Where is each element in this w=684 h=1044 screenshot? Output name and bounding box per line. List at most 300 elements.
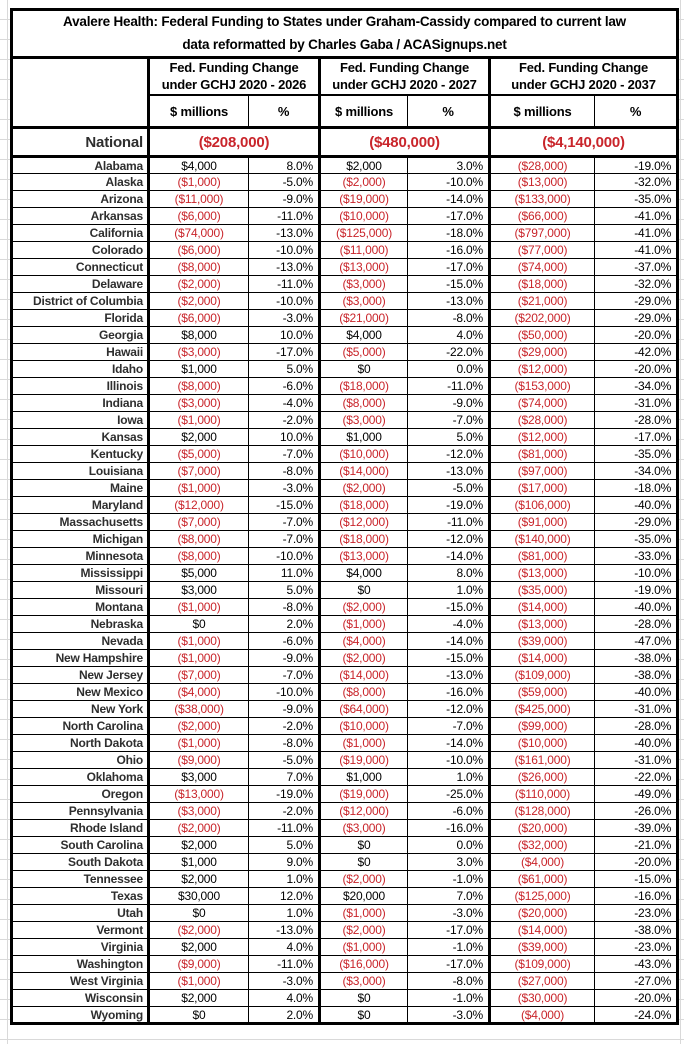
value-2027-pct: -22.0% (408, 344, 490, 361)
value-2037-pct: -35.0% (595, 191, 678, 208)
table-row (12, 650, 678, 667)
table-row (12, 548, 678, 565)
value-2027-millions: $0 (320, 1007, 408, 1024)
value-2037-millions: ($61,000) (490, 871, 595, 888)
value-2026-pct: 4.0% (249, 990, 320, 1007)
value-2026-millions: $3,000 (149, 769, 249, 786)
value-2027-pct: -13.0% (408, 293, 490, 310)
state-name: Wisconsin (12, 990, 149, 1007)
value-2026-pct: -9.0% (249, 191, 320, 208)
state-name: Wyoming (12, 1007, 149, 1024)
value-2037-millions: ($30,000) (490, 990, 595, 1007)
table-title-row (12, 10, 678, 58)
state-name: Alaska (12, 174, 149, 191)
value-2026-millions: $2,000 (149, 990, 249, 1007)
value-2027-pct: -5.0% (408, 480, 490, 497)
table-row (12, 684, 678, 701)
state-name: Louisiana (12, 463, 149, 480)
value-2037-pct: -22.0% (595, 769, 678, 786)
value-2027-millions: ($14,000) (320, 463, 408, 480)
state-name: Hawaii (12, 344, 149, 361)
value-2026-millions: ($6,000) (149, 208, 249, 225)
value-2027-millions: ($2,000) (320, 599, 408, 616)
value-2037-pct: -39.0% (595, 820, 678, 837)
table-row (12, 531, 678, 548)
table-row (12, 837, 678, 854)
value-2027-pct: -4.0% (408, 616, 490, 633)
value-2037-millions: ($27,000) (490, 973, 595, 990)
value-2027-millions: $1,000 (320, 429, 408, 446)
table-row (12, 565, 678, 582)
value-2026-pct: -15.0% (249, 497, 320, 514)
value-2026-pct: 1.0% (249, 871, 320, 888)
table-row (12, 259, 678, 276)
value-2027-pct: -13.0% (408, 667, 490, 684)
value-2037-pct: -40.0% (595, 684, 678, 701)
national-value-2037: ($4,140,000) (490, 128, 678, 157)
value-2037-millions: ($140,000) (490, 531, 595, 548)
value-2037-millions: ($81,000) (490, 548, 595, 565)
value-2027-millions: $0 (320, 990, 408, 1007)
value-2037-millions: ($13,000) (490, 565, 595, 582)
value-2027-millions: ($14,000) (320, 667, 408, 684)
table-row (12, 820, 678, 837)
value-2027-millions: ($2,000) (320, 922, 408, 939)
value-2037-pct: -21.0% (595, 837, 678, 854)
value-2027-pct: -16.0% (408, 684, 490, 701)
value-2026-pct: -2.0% (249, 718, 320, 735)
value-2037-millions: ($99,000) (490, 718, 595, 735)
value-2037-millions: ($14,000) (490, 599, 595, 616)
value-2026-millions: ($5,000) (149, 446, 249, 463)
state-name: Maine (12, 480, 149, 497)
value-2026-pct: -11.0% (249, 956, 320, 973)
value-2037-pct: -40.0% (595, 735, 678, 752)
value-2037-millions: ($10,000) (490, 735, 595, 752)
value-2027-pct: -17.0% (408, 922, 490, 939)
state-name: West Virginia (12, 973, 149, 990)
value-2037-millions: ($4,000) (490, 1007, 595, 1024)
table-row (12, 157, 678, 174)
value-2026-millions: $0 (149, 616, 249, 633)
value-2026-pct: -13.0% (249, 225, 320, 242)
value-2026-millions: ($2,000) (149, 922, 249, 939)
value-2037-millions: ($77,000) (490, 242, 595, 259)
value-2037-pct: -29.0% (595, 293, 678, 310)
value-2027-millions: ($10,000) (320, 446, 408, 463)
state-name: Alabama (12, 157, 149, 174)
value-2027-millions: ($3,000) (320, 412, 408, 429)
state-name: Virginia (12, 939, 149, 956)
value-2027-pct: -8.0% (408, 973, 490, 990)
value-2026-millions: ($1,000) (149, 599, 249, 616)
value-2027-pct: 0.0% (408, 361, 490, 378)
value-2026-millions: ($9,000) (149, 752, 249, 769)
value-2026-pct: 10.0% (249, 327, 320, 344)
value-2037-pct: -38.0% (595, 650, 678, 667)
value-2027-pct: -15.0% (408, 599, 490, 616)
value-2026-pct: -7.0% (249, 446, 320, 463)
state-name: Massachusetts (12, 514, 149, 531)
value-2037-pct: -20.0% (595, 327, 678, 344)
table-row (12, 752, 678, 769)
table-row (12, 922, 678, 939)
state-name: Indiana (12, 395, 149, 412)
state-name: Arkansas (12, 208, 149, 225)
value-2027-pct: -17.0% (408, 208, 490, 225)
state-name: Connecticut (12, 259, 149, 276)
table-row (12, 735, 678, 752)
value-2026-millions: ($74,000) (149, 225, 249, 242)
value-2026-pct: 11.0% (249, 565, 320, 582)
value-2037-pct: -41.0% (595, 225, 678, 242)
value-2026-pct: -10.0% (249, 548, 320, 565)
value-2037-pct: -40.0% (595, 599, 678, 616)
value-2026-millions: ($1,000) (149, 735, 249, 752)
value-2027-millions: ($3,000) (320, 276, 408, 293)
title-line-2: data reformatted by Charles Gaba / ACASignups.net (182, 36, 507, 52)
value-2026-millions: $5,000 (149, 565, 249, 582)
value-2027-millions: ($125,000) (320, 225, 408, 242)
value-2027-pct: -11.0% (408, 514, 490, 531)
state-name: Washington (12, 956, 149, 973)
value-2037-millions: ($21,000) (490, 293, 595, 310)
value-2037-millions: ($109,000) (490, 956, 595, 973)
value-2027-pct: -17.0% (408, 956, 490, 973)
value-2026-pct: -7.0% (249, 514, 320, 531)
value-2037-pct: -37.0% (595, 259, 678, 276)
table-row (12, 854, 678, 871)
value-2037-millions: ($74,000) (490, 259, 595, 276)
value-2026-pct: -10.0% (249, 242, 320, 259)
value-2037-millions: ($29,000) (490, 344, 595, 361)
value-2037-pct: -17.0% (595, 429, 678, 446)
value-2027-pct: -12.0% (408, 531, 490, 548)
value-2026-millions: $1,000 (149, 361, 249, 378)
value-2027-millions: ($19,000) (320, 752, 408, 769)
value-2027-millions: ($3,000) (320, 973, 408, 990)
value-2037-pct: -41.0% (595, 242, 678, 259)
value-2026-pct: -3.0% (249, 480, 320, 497)
table-row (12, 939, 678, 956)
value-2037-millions: ($91,000) (490, 514, 595, 531)
value-2026-pct: -3.0% (249, 310, 320, 327)
subheader-pct-2026: % (249, 95, 320, 128)
national-label: National (12, 128, 149, 157)
value-2026-millions: ($2,000) (149, 293, 249, 310)
group-header-2027 (320, 58, 490, 96)
value-2027-millions: ($21,000) (320, 310, 408, 327)
title-line-1: Avalere Health: Federal Funding to States under Graham-Cassidy compared to current law (63, 14, 626, 30)
subheader-millions-2027: $ millions (320, 95, 408, 128)
value-2037-millions: ($13,000) (490, 174, 595, 191)
value-2037-millions: ($109,000) (490, 667, 595, 684)
state-name: Florida (12, 310, 149, 327)
value-2027-pct: -14.0% (408, 735, 490, 752)
value-2026-millions: $1,000 (149, 854, 249, 871)
value-2027-millions: ($1,000) (320, 939, 408, 956)
value-2027-millions: ($2,000) (320, 871, 408, 888)
value-2037-millions: ($128,000) (490, 803, 595, 820)
value-2037-pct: -34.0% (595, 378, 678, 395)
value-2037-pct: -28.0% (595, 718, 678, 735)
state-name: Arizona (12, 191, 149, 208)
value-2037-millions: ($161,000) (490, 752, 595, 769)
value-2027-millions: ($8,000) (320, 684, 408, 701)
value-2026-pct: -8.0% (249, 599, 320, 616)
value-2026-millions: $30,000 (149, 888, 249, 905)
value-2027-pct: -8.0% (408, 310, 490, 327)
value-2037-millions: ($153,000) (490, 378, 595, 395)
value-2027-pct: -15.0% (408, 650, 490, 667)
value-2037-millions: ($50,000) (490, 327, 595, 344)
value-2037-millions: ($74,000) (490, 395, 595, 412)
value-2027-millions: ($18,000) (320, 378, 408, 395)
value-2037-millions: ($35,000) (490, 582, 595, 599)
value-2037-pct: -20.0% (595, 854, 678, 871)
value-2027-pct: -14.0% (408, 548, 490, 565)
table-row (12, 276, 678, 293)
value-2037-millions: ($66,000) (490, 208, 595, 225)
state-name: New Hampshire (12, 650, 149, 667)
value-2026-millions: ($3,000) (149, 395, 249, 412)
value-2026-millions: ($7,000) (149, 514, 249, 531)
state-name: New Mexico (12, 684, 149, 701)
state-name: Kentucky (12, 446, 149, 463)
value-2026-millions: ($8,000) (149, 378, 249, 395)
corner-cell (12, 58, 149, 128)
table-row (12, 633, 678, 650)
value-2027-millions: ($19,000) (320, 191, 408, 208)
national-row (12, 128, 678, 157)
value-2026-pct: -10.0% (249, 293, 320, 310)
value-2026-pct: 10.0% (249, 429, 320, 446)
value-2037-pct: -34.0% (595, 463, 678, 480)
value-2037-pct: -24.0% (595, 1007, 678, 1024)
value-2026-millions: $2,000 (149, 429, 249, 446)
value-2027-millions: ($1,000) (320, 616, 408, 633)
value-2027-pct: -15.0% (408, 276, 490, 293)
value-2026-millions: ($6,000) (149, 242, 249, 259)
table-row (12, 599, 678, 616)
value-2037-millions: ($32,000) (490, 837, 595, 854)
value-2027-millions: $20,000 (320, 888, 408, 905)
subheader-pct-2037: % (595, 95, 678, 128)
value-2026-pct: 5.0% (249, 361, 320, 378)
value-2037-millions: ($20,000) (490, 820, 595, 837)
value-2027-millions: ($2,000) (320, 650, 408, 667)
value-2037-pct: -15.0% (595, 871, 678, 888)
state-name: District of Columbia (12, 293, 149, 310)
value-2026-millions: ($12,000) (149, 497, 249, 514)
table-row (12, 701, 678, 718)
value-2027-pct: -6.0% (408, 803, 490, 820)
value-2037-pct: -19.0% (595, 157, 678, 174)
value-2026-pct: -13.0% (249, 922, 320, 939)
value-2027-millions: $4,000 (320, 327, 408, 344)
value-2026-pct: 12.0% (249, 888, 320, 905)
state-name: Michigan (12, 531, 149, 548)
state-name: Missouri (12, 582, 149, 599)
table-row (12, 803, 678, 820)
value-2037-millions: ($202,000) (490, 310, 595, 327)
value-2027-pct: -7.0% (408, 718, 490, 735)
value-2026-pct: -10.0% (249, 684, 320, 701)
state-name: New Jersey (12, 667, 149, 684)
value-2037-pct: -23.0% (595, 939, 678, 956)
value-2037-millions: ($81,000) (490, 446, 595, 463)
table-row (12, 395, 678, 412)
value-2027-millions: $0 (320, 837, 408, 854)
value-2027-millions: $0 (320, 582, 408, 599)
value-2037-millions: ($28,000) (490, 157, 595, 174)
state-name: Oklahoma (12, 769, 149, 786)
value-2026-millions: $2,000 (149, 837, 249, 854)
value-2026-pct: -2.0% (249, 412, 320, 429)
value-2027-pct: 1.0% (408, 769, 490, 786)
value-2026-millions: $0 (149, 905, 249, 922)
value-2026-pct: -11.0% (249, 820, 320, 837)
value-2037-pct: -18.0% (595, 480, 678, 497)
value-2026-millions: ($1,000) (149, 633, 249, 650)
state-name: North Dakota (12, 735, 149, 752)
state-name: North Carolina (12, 718, 149, 735)
value-2027-millions: ($16,000) (320, 956, 408, 973)
value-2037-millions: ($12,000) (490, 361, 595, 378)
value-2026-millions: ($9,000) (149, 956, 249, 973)
value-2037-millions: ($18,000) (490, 276, 595, 293)
state-name: South Dakota (12, 854, 149, 871)
value-2037-pct: -23.0% (595, 905, 678, 922)
value-2027-millions: ($10,000) (320, 718, 408, 735)
value-2026-millions: $8,000 (149, 327, 249, 344)
value-2037-millions: ($4,000) (490, 854, 595, 871)
value-2037-millions: ($20,000) (490, 905, 595, 922)
table-row (12, 174, 678, 191)
value-2037-pct: -32.0% (595, 174, 678, 191)
table-row (12, 378, 678, 395)
value-2027-millions: ($11,000) (320, 242, 408, 259)
value-2027-millions: ($8,000) (320, 395, 408, 412)
state-name: Texas (12, 888, 149, 905)
value-2037-pct: -10.0% (595, 565, 678, 582)
value-2026-pct: -6.0% (249, 633, 320, 650)
value-2027-pct: -3.0% (408, 1007, 490, 1024)
state-name: Colorado (12, 242, 149, 259)
state-name: Illinois (12, 378, 149, 395)
value-2026-millions: ($1,000) (149, 412, 249, 429)
value-2037-pct: -28.0% (595, 616, 678, 633)
value-2027-pct: 5.0% (408, 429, 490, 446)
group-header-2027-line2: under GCHJ 2020 - 2027 (332, 76, 477, 92)
group-header-2027-line1: Fed. Funding Change (339, 59, 470, 75)
state-name: Tennessee (12, 871, 149, 888)
table-row (12, 344, 678, 361)
state-name: Ohio (12, 752, 149, 769)
value-2037-pct: -47.0% (595, 633, 678, 650)
value-2027-millions: ($13,000) (320, 548, 408, 565)
table-row (12, 480, 678, 497)
value-2037-millions: ($39,000) (490, 939, 595, 956)
value-2027-pct: 1.0% (408, 582, 490, 599)
value-2027-pct: -12.0% (408, 446, 490, 463)
table-row (12, 446, 678, 463)
state-name: Maryland (12, 497, 149, 514)
value-2037-millions: ($39,000) (490, 633, 595, 650)
value-2037-millions: ($26,000) (490, 769, 595, 786)
value-2037-millions: ($12,000) (490, 429, 595, 446)
value-2026-pct: -13.0% (249, 259, 320, 276)
value-2027-millions: $4,000 (320, 565, 408, 582)
table-row (12, 1007, 678, 1024)
table-row (12, 327, 678, 344)
state-name: Kansas (12, 429, 149, 446)
table-row (12, 514, 678, 531)
value-2026-pct: -8.0% (249, 463, 320, 480)
table-row (12, 990, 678, 1007)
value-2026-pct: 2.0% (249, 616, 320, 633)
value-2026-millions: ($4,000) (149, 684, 249, 701)
state-name: Montana (12, 599, 149, 616)
value-2037-pct: -43.0% (595, 956, 678, 973)
table-row (12, 905, 678, 922)
value-2037-pct: -26.0% (595, 803, 678, 820)
value-2027-pct: -10.0% (408, 752, 490, 769)
value-2037-millions: ($110,000) (490, 786, 595, 803)
value-2027-millions: ($2,000) (320, 480, 408, 497)
value-2026-pct: 1.0% (249, 905, 320, 922)
state-name: Minnesota (12, 548, 149, 565)
table-row (12, 718, 678, 735)
value-2037-pct: -29.0% (595, 310, 678, 327)
value-2026-pct: -6.0% (249, 378, 320, 395)
value-2026-millions: ($11,000) (149, 191, 249, 208)
value-2027-pct: -7.0% (408, 412, 490, 429)
national-value-2027: ($480,000) (320, 128, 490, 157)
value-2026-pct: 8.0% (249, 157, 320, 174)
table-row (12, 208, 678, 225)
value-2027-pct: -17.0% (408, 259, 490, 276)
value-2027-pct: -19.0% (408, 497, 490, 514)
value-2037-millions: ($17,000) (490, 480, 595, 497)
value-2037-pct: -49.0% (595, 786, 678, 803)
value-2027-pct: 3.0% (408, 157, 490, 174)
state-name: Delaware (12, 276, 149, 293)
value-2026-millions: ($7,000) (149, 463, 249, 480)
state-name: Oregon (12, 786, 149, 803)
group-header-2037-line1: Fed. Funding Change (518, 59, 649, 75)
state-name: South Carolina (12, 837, 149, 854)
group-header-2026 (149, 58, 320, 96)
state-name: Pennsylvania (12, 803, 149, 820)
national-value-2026: ($208,000) (149, 128, 320, 157)
table-row (12, 310, 678, 327)
table-row (12, 871, 678, 888)
value-2027-pct: -13.0% (408, 463, 490, 480)
value-2027-pct: -3.0% (408, 905, 490, 922)
table-row (12, 293, 678, 310)
value-2037-pct: -41.0% (595, 208, 678, 225)
table-row (12, 361, 678, 378)
state-name: Nevada (12, 633, 149, 650)
value-2026-millions: ($1,000) (149, 973, 249, 990)
value-2027-pct: -1.0% (408, 939, 490, 956)
table-title (12, 10, 678, 58)
value-2026-millions: ($8,000) (149, 548, 249, 565)
state-rows (12, 128, 678, 1024)
value-2026-millions: ($13,000) (149, 786, 249, 803)
value-2037-pct: -19.0% (595, 582, 678, 599)
